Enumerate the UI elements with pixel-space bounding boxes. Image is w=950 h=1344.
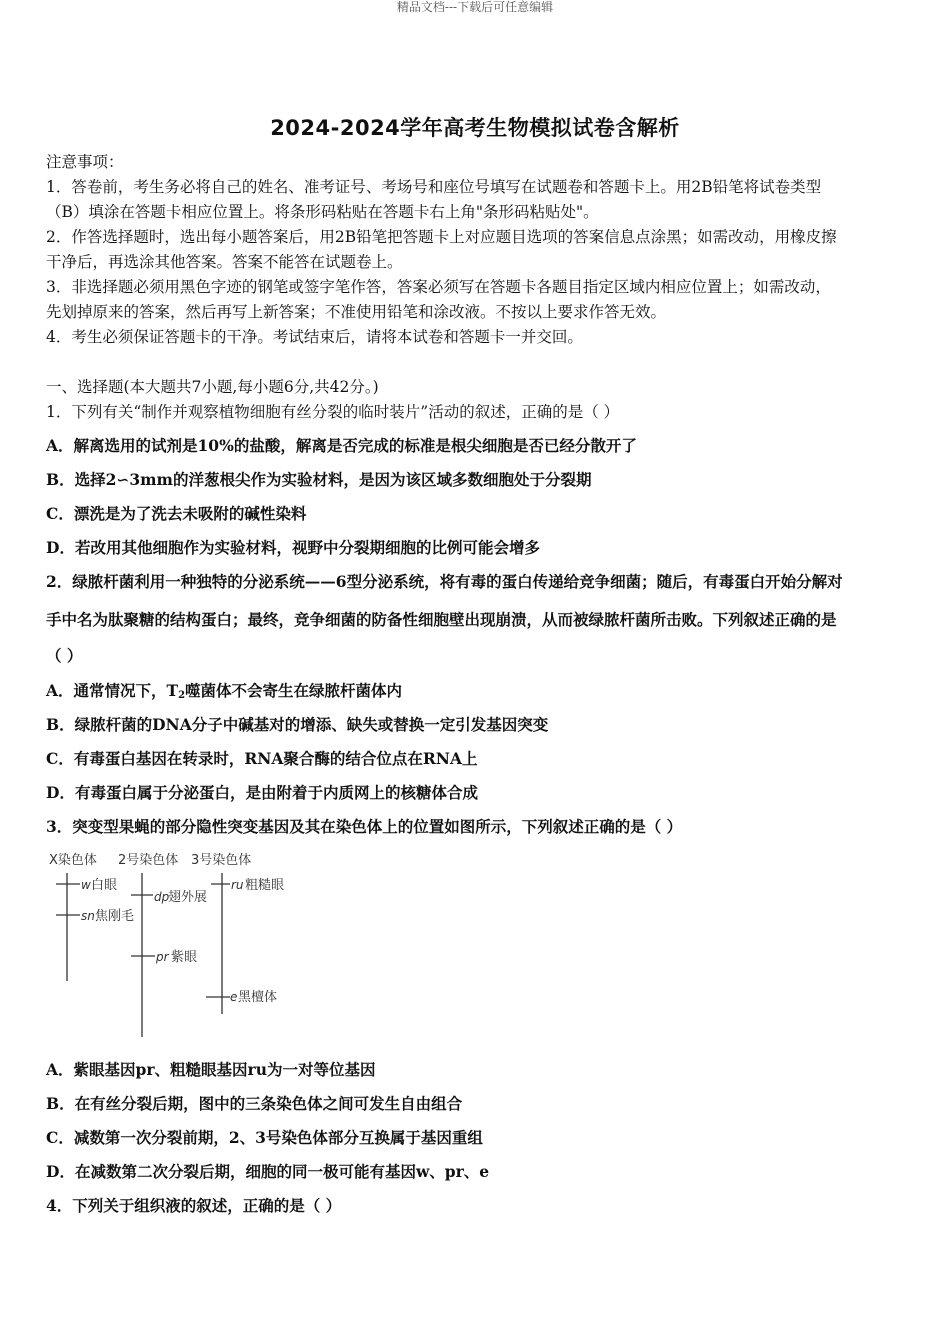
q4-stem: 4．下列关于组织液的叙述，正确的是（ ） — [46, 1196, 342, 1215]
q2-stem-line3: （ ） — [46, 646, 83, 665]
gene-w-name: 白眼 — [91, 878, 118, 893]
q2-stem-line1: 2．绿脓杆菌利用一种独特的分泌系统——6型分泌系统，将有毒的蛋白传递给竞争细菌；随后，有毒蛋白开始分解对 — [46, 572, 843, 591]
gene-dp-symbol: dp — [154, 890, 170, 904]
q2-option-c: C．有毒蛋白基因在转录时，RNA聚合酶的结合位点在RNA上 — [46, 749, 478, 768]
notice-line: 4．考生必须保证答题卡的干净。考试结束后，请将本试卷和答题卡一并交回。 — [46, 328, 583, 346]
q1-option-d: D．若改用其他细胞作为实验材料，视野中分裂期细胞的比例可能会增多 — [46, 538, 540, 557]
gene-e-symbol: e — [230, 990, 238, 1004]
q2-option-a-text: A．通常情况下，T — [46, 681, 179, 700]
q1-option-b: B．选择2∽3mm的洋葱根尖作为实验材料，是因为该区域多数细胞处于分裂期 — [46, 470, 592, 489]
q2-stem-line2: 手中名为肽聚糖的结构蛋白；最终，竞争细菌的防备性细胞壁出现崩溃，从而被绿脓杆菌所击败。下列叙述正确的是 — [46, 610, 837, 629]
q3-stem: 3．突变型果蝇的部分隐性突变基因及其在染色体上的位置如图所示，下列叙述正确的是（ ） — [46, 817, 683, 836]
gene-sn-name: 焦刚毛 — [95, 909, 135, 924]
gene-ru-symbol: ru — [231, 878, 244, 892]
chr-2-label: 2号染色体 — [118, 853, 179, 868]
notice-line: 3．非选择题必须用黑色字迹的钢笔或签字笔作答，答案必须写在答题卡各题目指定区域内相应位置上；如需改动， — [46, 278, 831, 296]
gene-ru-name: 粗糙眼 — [245, 878, 285, 893]
chromosome-diagram — [46, 849, 306, 1041]
q1-option-c: C．漂洗是为了洗去未吸附的碱性染料 — [46, 504, 307, 523]
gene-w-symbol: w — [81, 878, 91, 892]
q2-option-d: D．有毒蛋白属于分泌蛋白，是由附着于内质网上的核糖体合成 — [46, 783, 478, 802]
chr-3-label: 3号染色体 — [191, 853, 252, 868]
notice-line: （B）填涂在答题卡相应位置上。将条形码粘贴在答题卡右上角"条形码粘贴处"。 — [46, 203, 599, 221]
notice-line: 1．答卷前，考生务必将自己的姓名、准考证号、考场号和座位号填写在试题卷和答题卡上。用2B铅笔将试卷类型 — [46, 178, 822, 196]
section-heading: 一、选择题(本大题共7小题,每小题6分,共42分。) — [46, 378, 379, 396]
notice-line: 先划掉原来的答案，然后再写上新答案；不准使用铅笔和涂改液。不按以上要求作答无效。 — [46, 303, 667, 321]
q2-option-b: B．绿脓杆菌的DNA分子中碱基对的增添、缺失或替换一定引发基因突变 — [46, 715, 549, 734]
gene-pr-name: 紫眼 — [171, 950, 198, 965]
q3-option-d: D．在减数第二次分裂后期，细胞的同一极可能有基因w、pr、e — [46, 1162, 490, 1181]
q2-option-a-subscript: 2 — [178, 690, 186, 701]
q3-option-a: A．紫眼基因pr、粗糙眼基因ru为一对等位基因 — [46, 1060, 376, 1079]
q1-option-a: A．解离选用的试剂是10%的盐酸，解离是否完成的标准是根尖细胞是否已经分散开了 — [46, 436, 637, 455]
page-title: 2024-2024学年高考生物模拟试卷含解析 — [270, 116, 680, 140]
gene-pr-symbol: pr — [156, 950, 169, 964]
q2-option-a — [46, 681, 402, 706]
notice-line: 干净后，再选涂其他答案。答案不能答在试题卷上。 — [46, 253, 403, 271]
gene-sn-symbol: sn — [81, 909, 95, 923]
q2-option-a-text-rest: 噬菌体不会寄生在绿脓杆菌体内 — [185, 681, 403, 700]
page-header: 精品文档---下载后可任意编辑 — [396, 0, 554, 14]
notice-heading: 注意事项： — [46, 153, 124, 171]
q1-stem: 1．下列有关“制作并观察植物细胞有丝分裂的临时装片”活动的叙述，正确的是（ ） — [46, 403, 620, 421]
q3-option-b: B．在有丝分裂后期，图中的三条染色体之间可发生自由组合 — [46, 1094, 463, 1113]
gene-dp-name: 翅外展 — [168, 890, 208, 905]
q3-option-c: C．减数第一次分裂前期，2、3号染色体部分互换属于基因重组 — [46, 1128, 483, 1147]
gene-e-name: 黑檀体 — [238, 990, 278, 1005]
notice-line: 2．作答选择题时，选出每小题答案后，用2B铅笔把答题卡上对应题目选项的答案信息点涂黑；如需改动，用橡皮擦 — [46, 228, 837, 246]
chr-x-label: X染色体 — [49, 853, 97, 868]
